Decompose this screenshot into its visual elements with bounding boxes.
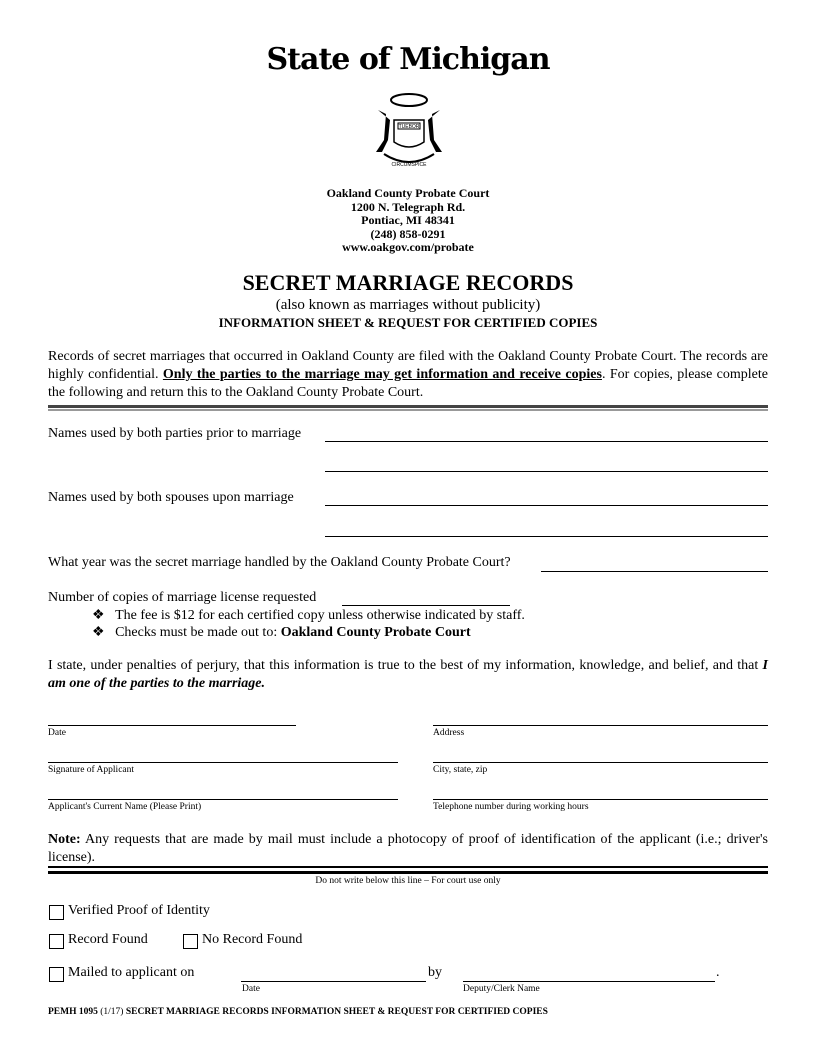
seal-banner: CIRCUMSPICE xyxy=(391,162,427,168)
year-line[interactable] xyxy=(541,571,768,572)
intro-paragraph: Records of secret marriages that occurred in Oakland County are filed with the Oakland County Probate Court. The records are highly confidential. Only the parties to the marriage may get information and receive copies. For copies, please complete the following and return this to the Oakland County Probate Court. xyxy=(48,349,768,400)
form-subtitle: INFORMATION SHEET & REQUEST FOR CERTIFIED COPIES xyxy=(218,315,598,330)
no-record-checkbox[interactable] xyxy=(183,934,198,949)
name-caption: Applicant's Current Name (Please Print) xyxy=(48,802,202,812)
no-record-label: No Record Found xyxy=(202,932,303,947)
date-caption: Date xyxy=(48,728,66,738)
state-heading: State of Michigan xyxy=(266,42,550,77)
address-caption: Address xyxy=(433,728,465,738)
court-website: www.oakgov.com/probate xyxy=(342,240,474,255)
name-line[interactable] xyxy=(48,799,398,800)
city-line[interactable] xyxy=(433,762,768,763)
names-prior-line-1[interactable] xyxy=(325,441,768,442)
mailed-date-line[interactable] xyxy=(241,981,426,982)
michigan-seal-logo xyxy=(372,90,446,172)
address-line[interactable] xyxy=(433,725,768,726)
signature-line[interactable] xyxy=(48,762,398,763)
phone-caption: Telephone number during working hours xyxy=(433,802,589,812)
city-caption: City, state, zip xyxy=(433,765,488,775)
record-found-checkbox[interactable] xyxy=(49,934,64,949)
fee-bullet: ❖ The fee is $12 for each certified copy unless otherwise indicated by staff. xyxy=(92,608,525,623)
clerk-caption: Deputy/Clerk Name xyxy=(463,984,540,994)
names-prior-label: Names used by both parties prior to marriage xyxy=(48,426,302,441)
court-use-caption: Do not write below this line – For court use only xyxy=(315,876,501,886)
period: . xyxy=(716,965,720,980)
court-street: 1200 N. Telegraph Rd. xyxy=(350,199,466,214)
names-upon-line-2[interactable] xyxy=(325,536,768,537)
seal-motto: TUEBOR xyxy=(398,124,420,130)
record-found-label: Record Found xyxy=(68,932,148,947)
phone-line[interactable] xyxy=(433,799,768,800)
page-title: SECRET MARRIAGE RECORDS xyxy=(242,270,574,295)
verified-label: Verified Proof of Identity xyxy=(68,903,210,918)
attestation: I state, under penalties of perjury, that this information is true to the best of my information, knowledge, and belief, and that I am one of the parties to the marriage. xyxy=(48,658,768,691)
court-address xyxy=(0,187,816,255)
aka-subtitle: (also known as marriages without publicity) xyxy=(275,297,541,313)
date-line[interactable] xyxy=(48,725,296,726)
copies-line[interactable] xyxy=(342,605,510,606)
court-phone: (248) 858-0291 xyxy=(370,226,446,241)
copies-label: Number of copies of marriage license requested xyxy=(48,590,317,605)
by-label: by xyxy=(428,965,442,980)
footer: PEMH 1095 (1/17) SECRET MARRIAGE RECORDS INFORMATION SHEET & REQUEST FOR CERTIFIED COPIES xyxy=(48,1007,548,1017)
mailed-date-caption: Date xyxy=(242,984,260,994)
checks-bullet: ❖ Checks must be made out to: Oakland County Probate Court xyxy=(92,625,471,640)
names-upon-label: Names used by both spouses upon marriage xyxy=(48,490,294,505)
names-prior-line-2[interactable] xyxy=(325,471,768,472)
names-upon-line-1[interactable] xyxy=(325,505,768,506)
mailed-label: Mailed to applicant on xyxy=(68,965,195,980)
verified-checkbox[interactable] xyxy=(49,905,64,920)
year-label: What year was the secret marriage handled by the Oakland County Probate Court? xyxy=(48,555,511,570)
mailed-checkbox[interactable] xyxy=(49,967,64,982)
signature-caption: Signature of Applicant xyxy=(48,765,135,775)
court-name: Oakland County Probate Court xyxy=(326,186,490,200)
court-city: Pontiac, MI 48341 xyxy=(361,213,455,228)
clerk-line[interactable] xyxy=(463,981,715,982)
note: Note: Any requests that are made by mail must include a photocopy of proof of identification of the applicant (i.e.; driver's license). xyxy=(48,832,768,865)
